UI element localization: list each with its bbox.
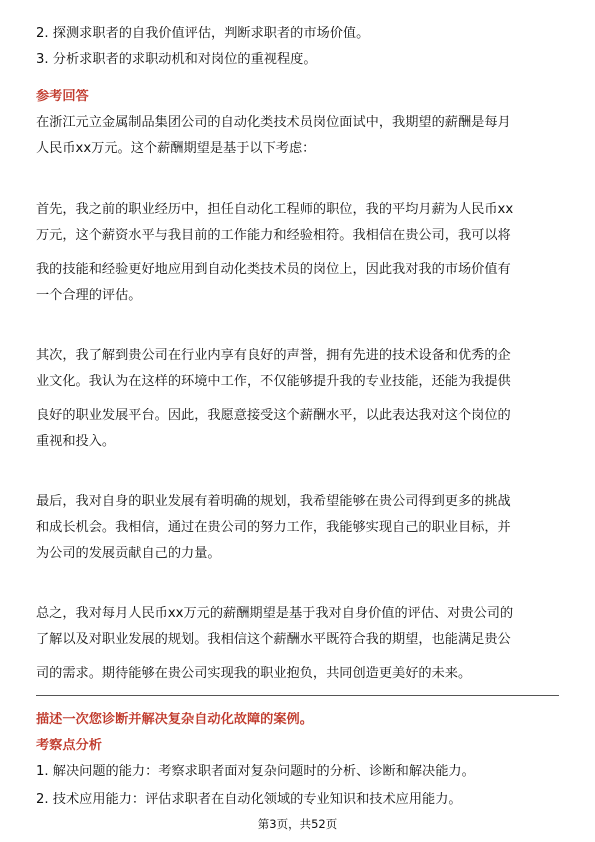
answer-paragraph-5-line-1: 总之，我对每月人民币xx万元的薪酬期望是基于我对自身价值的评估、对贵公司的 (36, 606, 514, 621)
answer-paragraph-3-line-1: 其次，我了解到贵公司在行业内享有良好的声誉，拥有先进的技术设备和优秀的企 (36, 348, 511, 363)
answer-paragraph-2-line-3: 我的技能和经验更好地应用到自动化类技术员的岗位上，因此我对我的市场价值有 (36, 262, 511, 277)
assessment-point-2: 2. 探测求职者的自我价值评估，判断求职者的市场价值。 (36, 26, 370, 41)
analysis-point-2: 2. 技术应用能力：评估求职者在自动化领域的专业知识和技术应用能力。 (36, 792, 462, 807)
answer-paragraph-3-line-2: 业文化。我认为在这样的环境中工作，不仅能够提升我的专业技能，还能为我提供 (36, 374, 511, 389)
analysis-point-1: 1. 解决问题的能力：考察求职者面对复杂问题时的分析、诊断和解决能力。 (36, 764, 475, 779)
reference-answer-heading: 参考回答 (36, 89, 89, 104)
answer-paragraph-1-line-2: 人民币xx万元。这个薪酬期望是基于以下考虑： (36, 141, 316, 156)
answer-paragraph-2-line-1: 首先，我之前的职业经历中，担任自动化工程师的职位，我的平均月薪为人民币xx (36, 202, 514, 217)
answer-paragraph-5-line-3: 司的需求。期待能够在贵公司实现我的职业抱负，共同创造更美好的未来。 (36, 666, 472, 681)
answer-paragraph-4-line-3: 为公司的发展贡献自己的力量。 (36, 546, 221, 561)
answer-paragraph-4-line-2: 和成长机会。我相信，通过在贵公司的努力工作，我能够实现自己的职业目标，并 (36, 520, 511, 535)
section-divider (36, 695, 559, 696)
assessment-point-3: 3. 分析求职者的求职动机和对岗位的重视程度。 (36, 52, 317, 67)
answer-paragraph-3-line-4: 重视和投入。 (36, 434, 116, 449)
answer-paragraph-4-line-1: 最后，我对自身的职业发展有着明确的规划，我希望能够在贵公司得到更多的挑战 (36, 494, 511, 509)
question-heading: 描述一次您诊断并解决复杂自动化故障的案例。 (36, 712, 313, 727)
answer-paragraph-5-line-2: 了解以及对职业发展的规划。我相信这个薪酬水平既符合我的期望，也能满足贵公 (36, 632, 511, 647)
analysis-heading: 考察点分析 (36, 738, 102, 753)
page-number-footer: 第3页，共52页 (257, 817, 338, 831)
answer-paragraph-2-line-2: 万元，这个薪资水平与我目前的工作能力和经验相符。我相信在贵公司，我可以将 (36, 228, 511, 243)
answer-paragraph-2-line-4: 一个合理的评估。 (36, 288, 142, 303)
answer-paragraph-3-line-3: 良好的职业发展平台。因此，我愿意接受这个薪酬水平，以此表达我对这个岗位的 (36, 408, 511, 423)
answer-paragraph-1-line-1: 在浙江元立金属制品集团公司的自动化类技术员岗位面试中，我期望的薪酬是每月 (36, 115, 511, 130)
